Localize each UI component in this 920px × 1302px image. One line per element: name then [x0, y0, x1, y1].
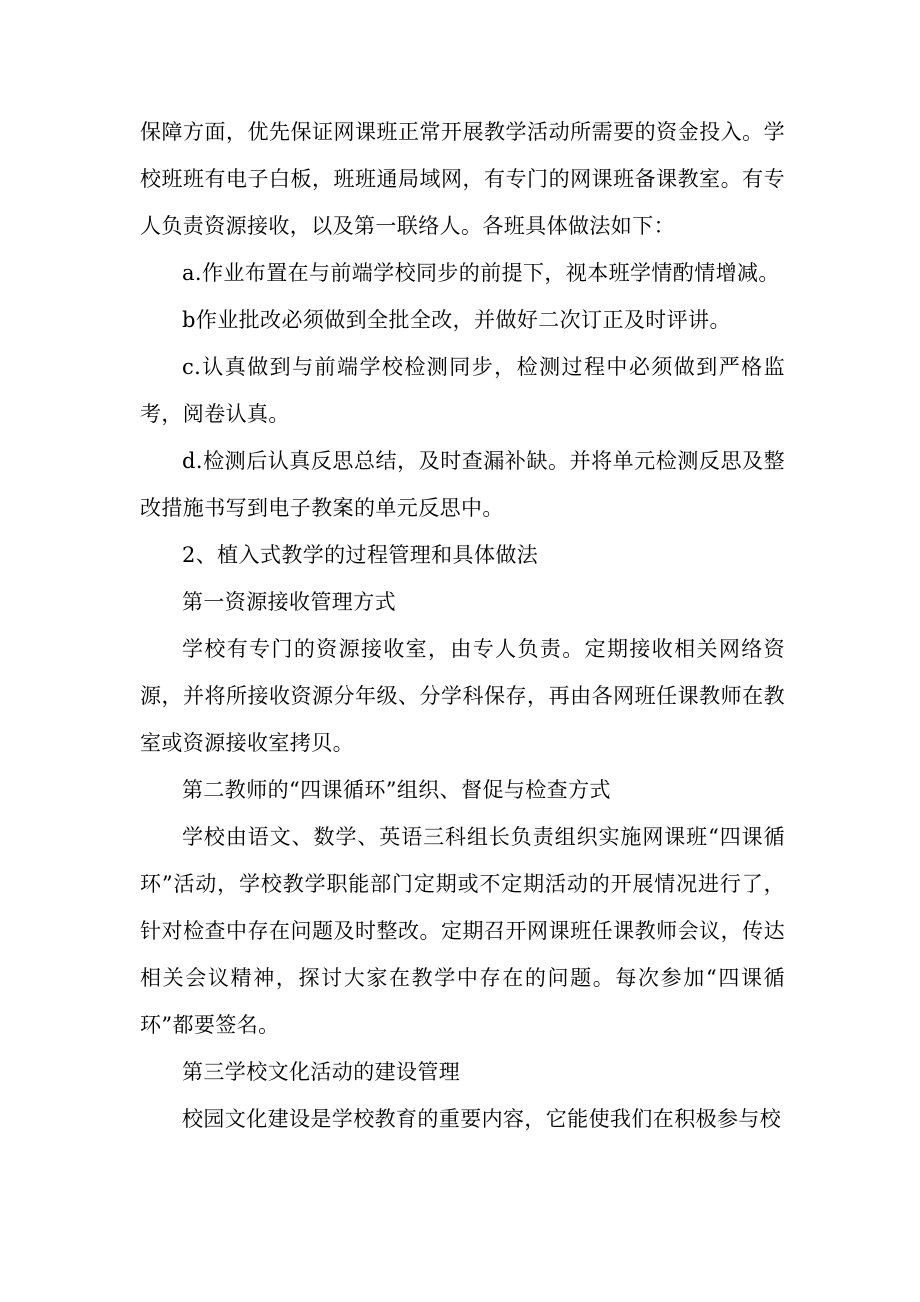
paragraph-resource-room: 学校有专门的资源接收室，由专人负责。定期接收相关网络资源，并将所接收资源分年级、分学科保存，再由各网班任课教师在教室或资源接收室拷贝。 — [140, 637, 785, 755]
subheading-four-lesson-cycle: 第二教师的“四课循环”组织、督促与检查方式 — [182, 778, 611, 802]
section-heading-2: 2、植入式教学的过程管理和具体做法 — [182, 543, 539, 567]
paragraph-four-lesson-cycle: 学校由语文、数学、英语三科组长负责组织实施网课班“四课循环”活动，学校教学职能部门定期或不定期活动的开展情况进行了，针对检查中存在问题及时整改。定期召开网课班任课教师会议，传达相关会议精神，探讨大家在教学中存在的问题。每次参加“四课循环”都要签名。 — [140, 825, 785, 1037]
paragraph-item-d: d.检测后认真反思总结，及时查漏补缺。并将单元检测反思及整改措施书写到电子教案的单元反思中。 — [140, 449, 785, 520]
paragraph-campus-culture: 校园文化建设是学校教育的重要内容，它能使我们在积极参与校 — [182, 1107, 782, 1131]
subheading-culture-activities: 第三学校文化活动的建设管理 — [182, 1060, 461, 1084]
paragraph-item-b: b作业批改必须做到全批全改，并做好二次订正及时评讲。 — [182, 308, 731, 332]
paragraph-funding: 保障方面，优先保证网课班正常开展教学活动所需要的资金投入。学校班班有电子白板，班班通局域网，有专门的网课班备课教室。有专人负责资源接收，以及第一联络人。各班具体做法如下： — [140, 120, 785, 238]
subheading-resource-management: 第一资源接收管理方式 — [182, 590, 396, 614]
document-body — [140, 109, 785, 1143]
paragraph-item-c: c.认真做到与前端学校检测同步，检测过程中必须做到严格监考，阅卷认真。 — [140, 355, 785, 426]
paragraph-item-a: a.作业布置在与前端学校同步的前提下，视本班学情酌情增减。 — [182, 261, 780, 285]
